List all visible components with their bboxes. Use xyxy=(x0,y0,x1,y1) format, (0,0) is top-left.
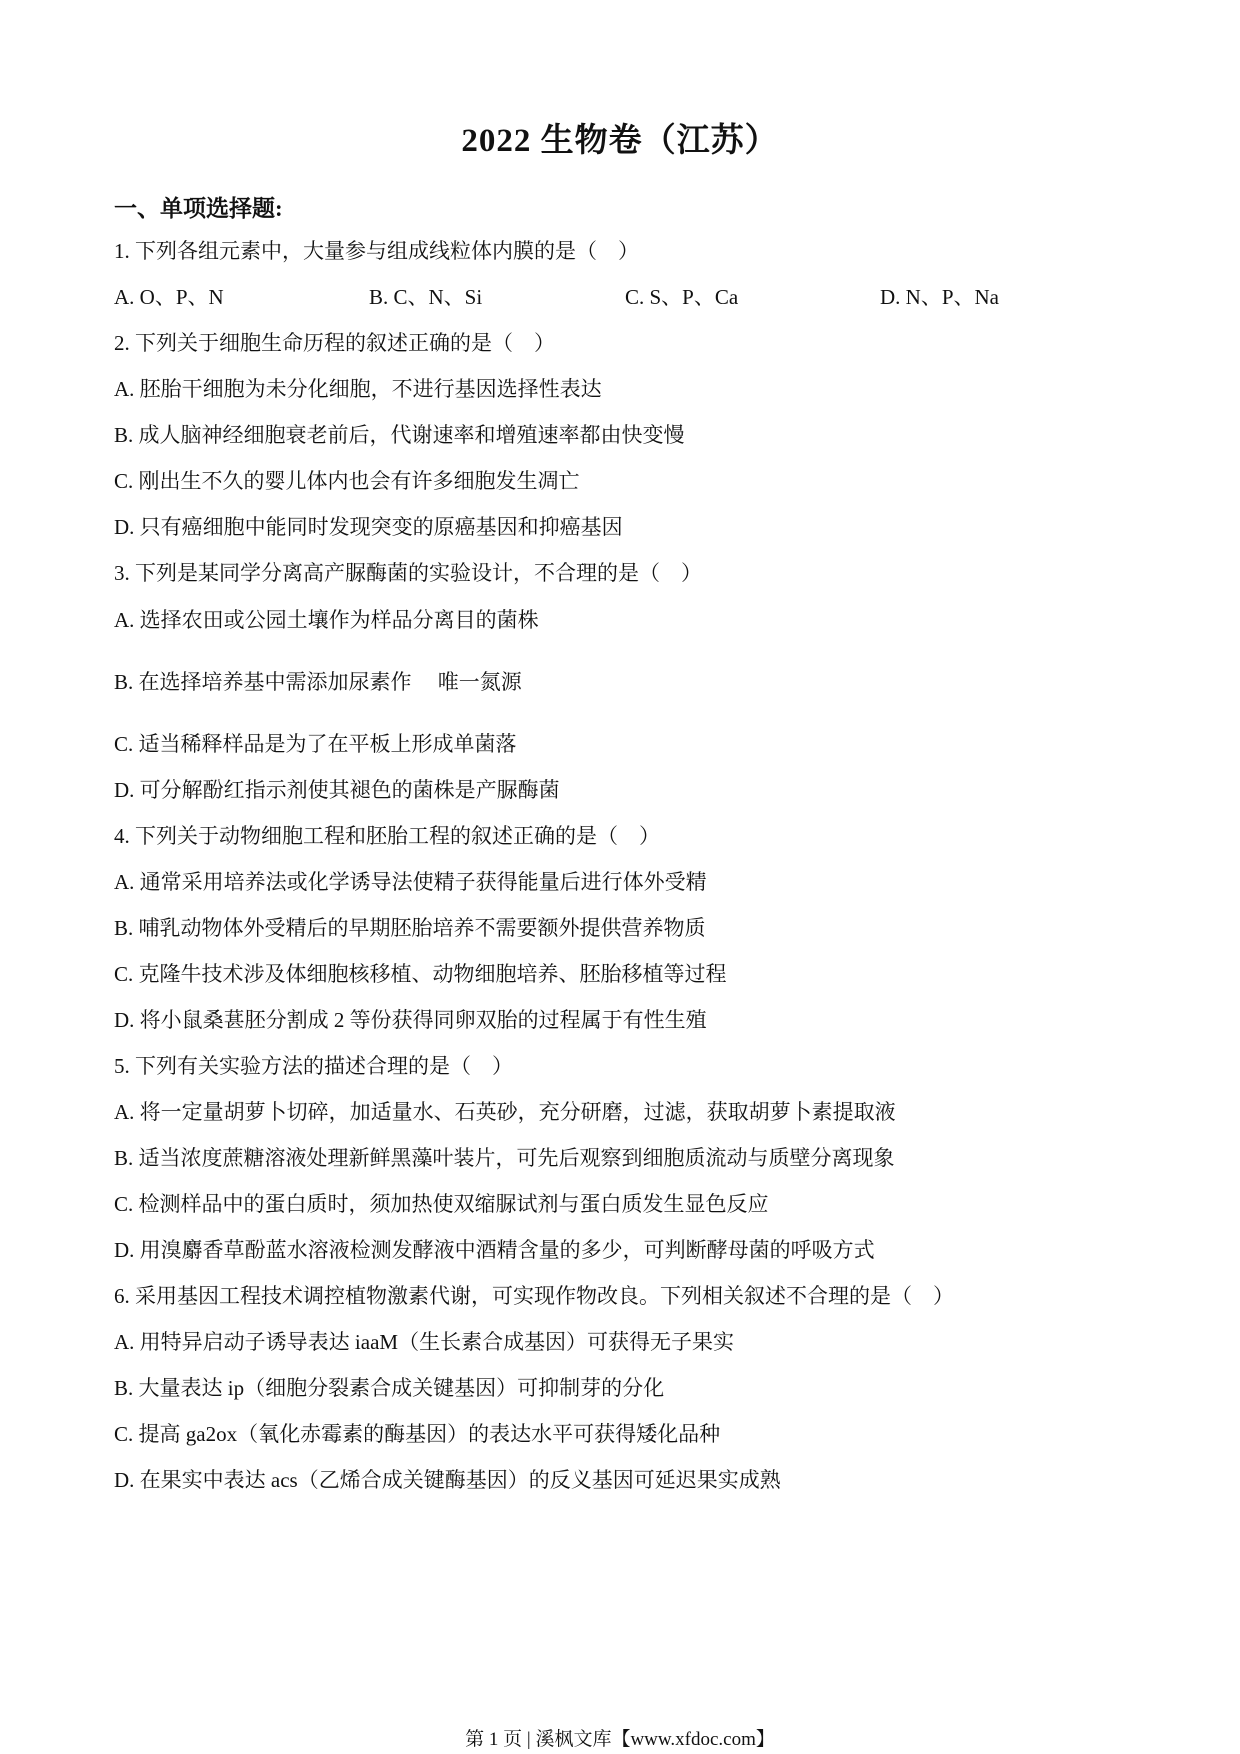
question-2-stem: 2. 下列关于细胞生命历程的叙述正确的是（ ） xyxy=(114,331,555,355)
question-4-stem: 4. 下列关于动物细胞工程和胚胎工程的叙述正确的是（ ） xyxy=(114,824,660,848)
question-3-stem: 3. 下列是某同学分离高产脲酶菌的实验设计，不合理的是（ ） xyxy=(114,561,702,585)
question-3-option-c: C. 适当稀释样品是为了在平板上形成单菌落 xyxy=(114,732,517,756)
question-2-option-a: A. 胚胎干细胞为未分化细胞，不进行基因选择性表达 xyxy=(114,377,602,401)
page-footer: 第 1 页 | 溪枫文库【www.xfdoc.com】 xyxy=(465,1729,775,1750)
question-4-option-d: D. 将小鼠桑葚胚分割成 2 等份获得同卵双胎的过程属于有性生殖 xyxy=(114,1008,707,1032)
question-5-stem: 5. 下列有关实验方法的描述合理的是（ ） xyxy=(114,1054,513,1078)
question-4-option-a: A. 通常采用培养法或化学诱导法使精子获得能量后进行体外受精 xyxy=(114,870,707,894)
question-3-option-d: D. 可分解酚红指示剂使其褪色的菌株是产脲酶菌 xyxy=(114,778,560,802)
page-title: 2022 生物卷（江苏） xyxy=(461,123,779,159)
question-1-option-d: D. N、P、Na xyxy=(880,285,999,309)
question-6-stem: 6. 采用基因工程技术调控植物激素代谢，可实现作物改良。下列相关叙述不合理的是（ ） xyxy=(114,1284,954,1308)
question-3-option-a: A. 选择农田或公园土壤作为样品分离目的菌株 xyxy=(114,608,539,632)
question-1-option-c: C. S、P、Ca xyxy=(625,285,739,309)
question-2-option-b: B. 成人脑神经细胞衰老前后，代谢速率和增殖速率都由快变慢 xyxy=(114,423,685,447)
question-2-option-d: D. 只有癌细胞中能同时发现突变的原癌基因和抑癌基因 xyxy=(114,515,623,539)
question-6-option-a: A. 用特异启动子诱导表达 iaaM（生长素合成基因）可获得无子果实 xyxy=(114,1330,735,1354)
question-6-option-c: C. 提高 ga2ox（氧化赤霉素的酶基因）的表达水平可获得矮化品种 xyxy=(114,1422,721,1446)
section-heading: 一、单项选择题: xyxy=(114,196,283,221)
question-4-option-c: C. 克隆牛技术涉及体细胞核移植、动物细胞培养、胚胎移植等过程 xyxy=(114,962,727,986)
question-1-option-b: B. C、N、Si xyxy=(369,285,483,309)
question-3-option-b: B. 在选择培养基中需添加尿素作 唯一氮源 xyxy=(114,670,522,694)
question-5-option-c: C. 检测样品中的蛋白质时，须加热使双缩脲试剂与蛋白质发生显色反应 xyxy=(114,1192,769,1216)
question-6-option-d: D. 在果实中表达 acs（乙烯合成关键酶基因）的反义基因可延迟果实成熟 xyxy=(114,1468,781,1492)
question-6-option-b: B. 大量表达 ip（细胞分裂素合成关键基因）可抑制芽的分化 xyxy=(114,1376,665,1400)
question-5-option-a: A. 将一定量胡萝卜切碎，加适量水、石英砂，充分研磨，过滤，获取胡萝卜素提取液 xyxy=(114,1100,896,1124)
question-4-option-b: B. 哺乳动物体外受精后的早期胚胎培养不需要额外提供营养物质 xyxy=(114,916,706,940)
question-1-stem: 1. 下列各组元素中，大量参与组成线粒体内膜的是（ ） xyxy=(114,239,639,263)
question-2-option-c: C. 刚出生不久的婴儿体内也会有许多细胞发生凋亡 xyxy=(114,469,580,493)
question-1-option-a: A. O、P、N xyxy=(114,285,224,309)
question-5-option-d: D. 用溴麝香草酚蓝水溶液检测发酵液中酒精含量的多少，可判断酵母菌的呼吸方式 xyxy=(114,1238,875,1262)
question-5-option-b: B. 适当浓度蔗糖溶液处理新鲜黑藻叶装片，可先后观察到细胞质流动与质壁分离现象 xyxy=(114,1146,895,1170)
